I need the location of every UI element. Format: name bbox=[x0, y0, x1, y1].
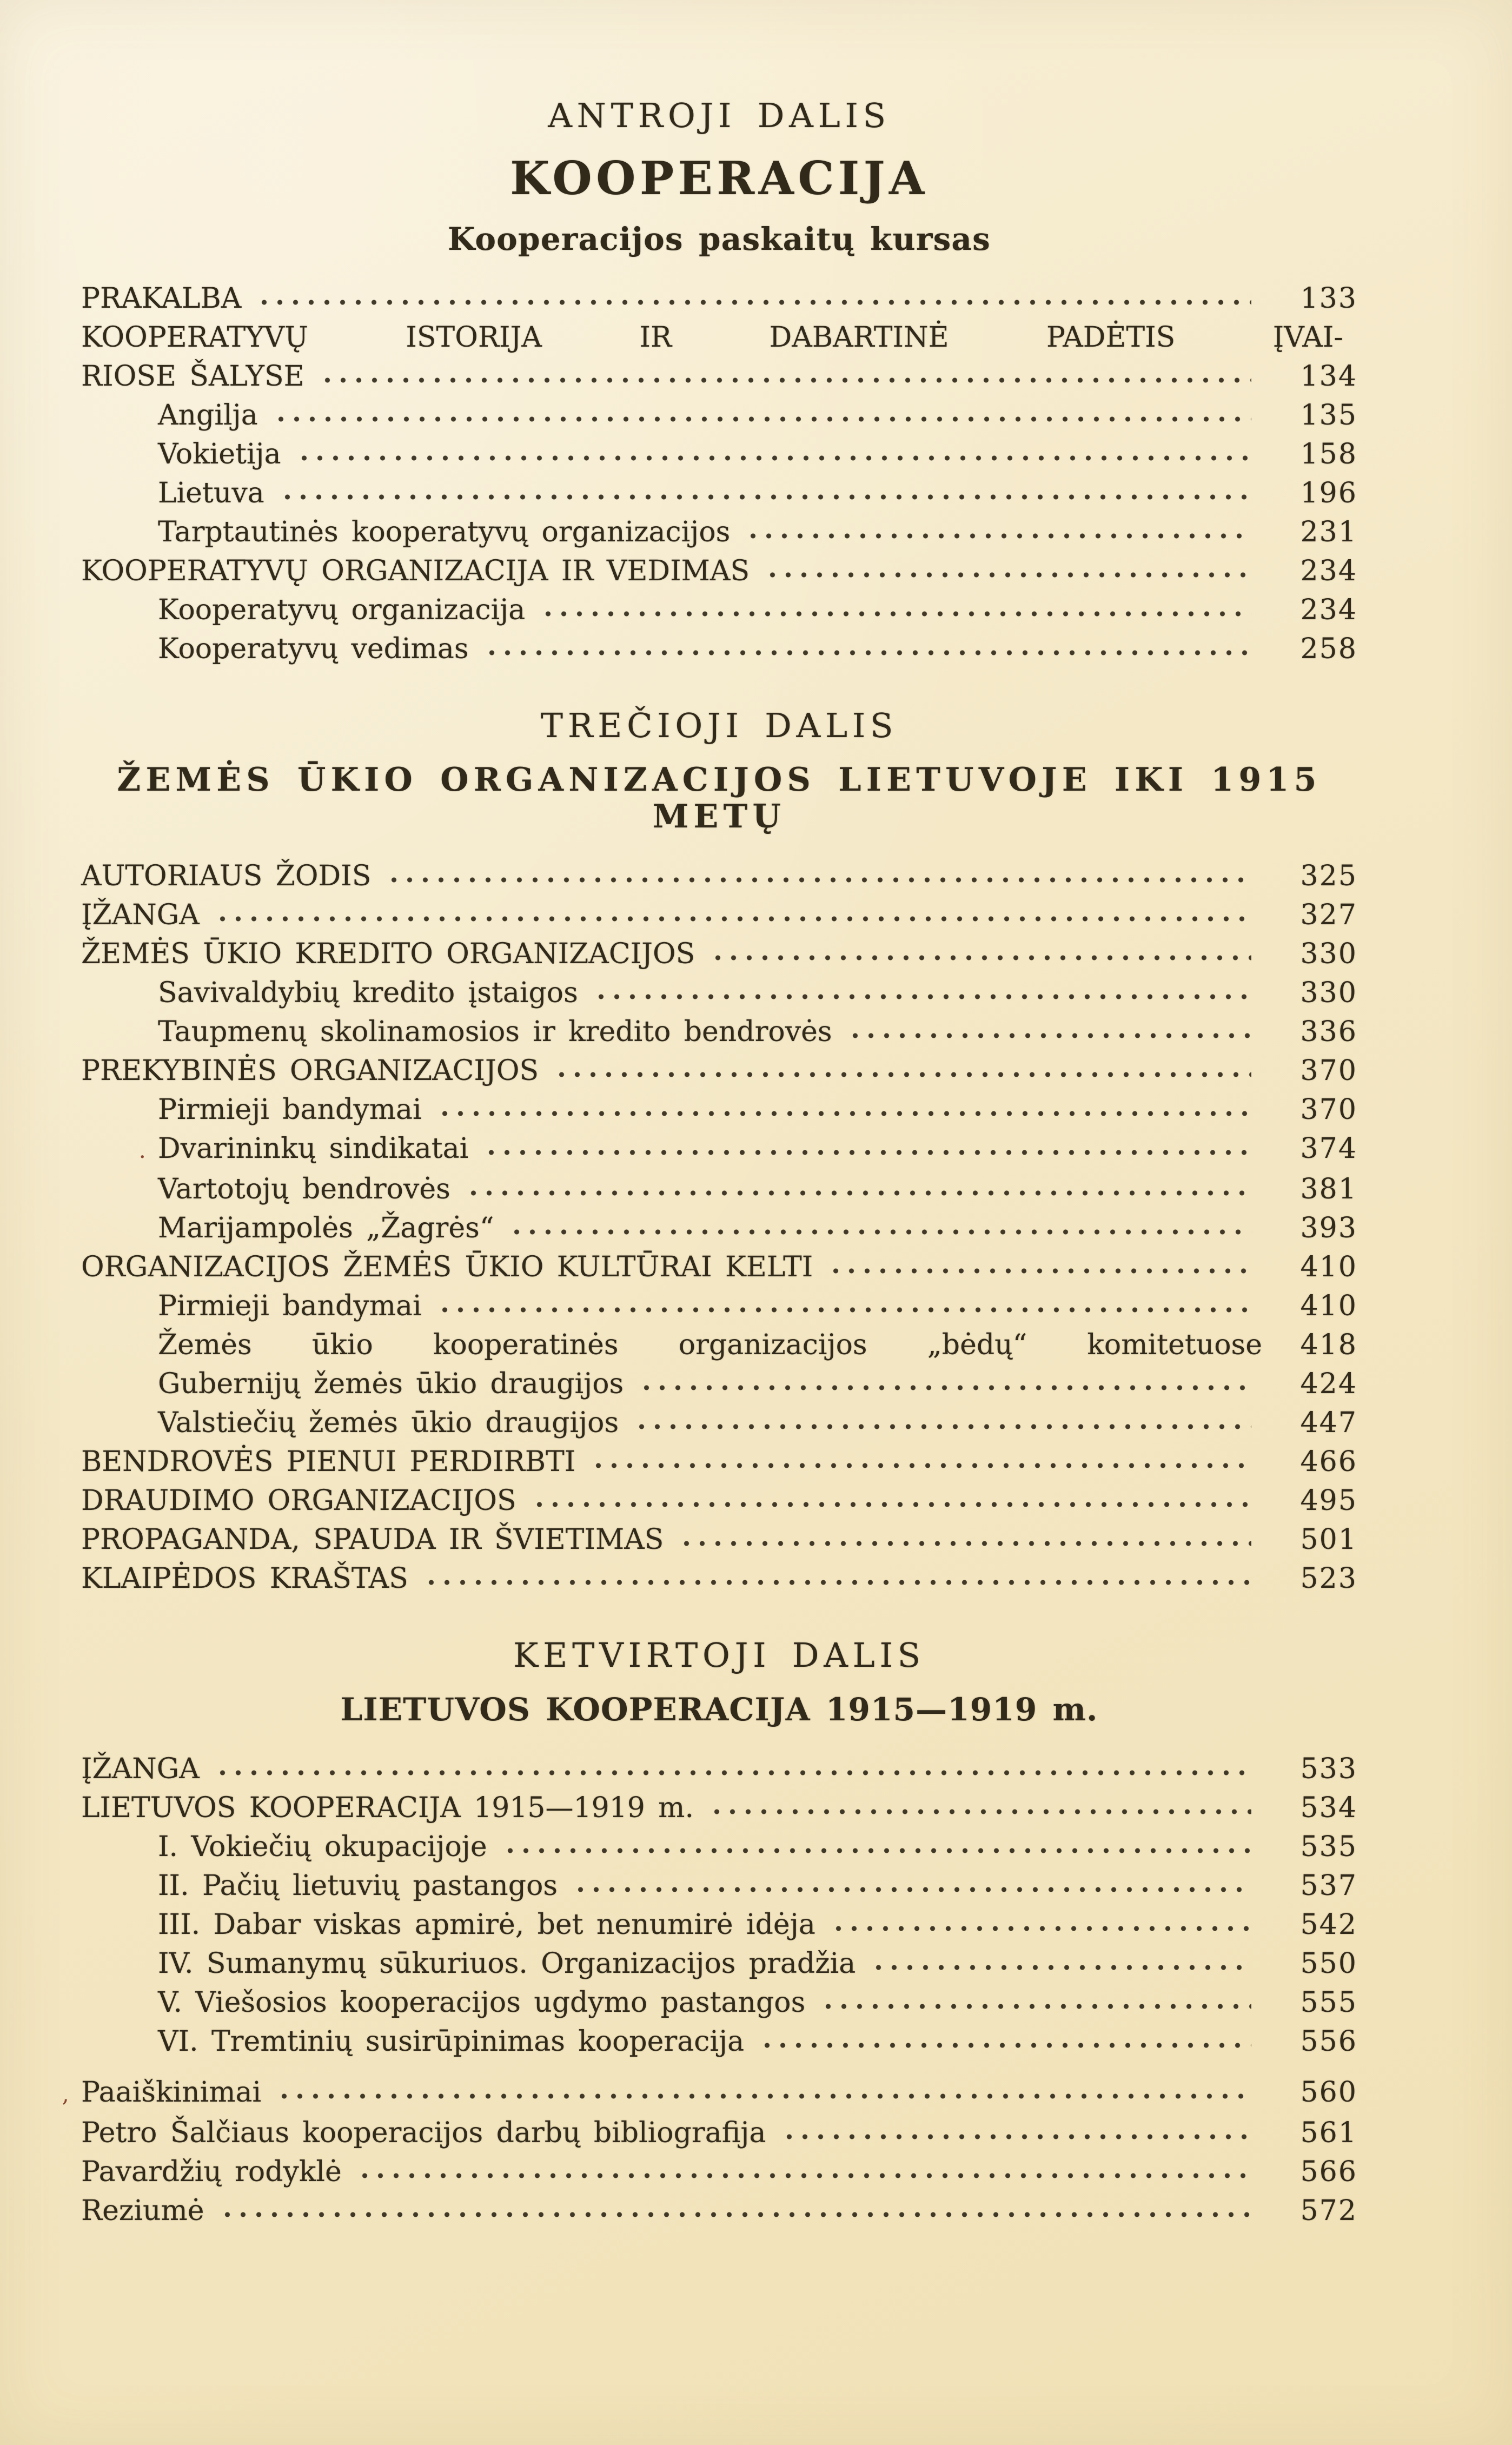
dot-leader bbox=[466, 1174, 1251, 1198]
dot-leader bbox=[634, 1407, 1251, 1432]
dot-leader bbox=[765, 555, 1251, 580]
toc-entry bbox=[81, 1051, 1357, 1090]
toc-entry-page: 370 bbox=[1300, 1055, 1357, 1087]
toc-entry-label: KLAIPĖDOS KRAŠTAS bbox=[81, 1562, 408, 1595]
toc-entry bbox=[81, 1403, 1357, 1442]
toc-entry bbox=[81, 2113, 1357, 2152]
toc-entry-label: Pirmieji bandymai bbox=[158, 1094, 422, 1126]
dot-leader bbox=[709, 1792, 1251, 1817]
toc-entry bbox=[81, 1209, 1357, 1248]
dot-leader bbox=[820, 1987, 1251, 2012]
part4-kicker: KETVIRTOJI DALIS bbox=[513, 1635, 925, 1675]
dot-leader bbox=[593, 977, 1251, 1002]
toc-entry-label: PREKYBINĖS ORGANIZACIJOS bbox=[81, 1055, 539, 1087]
dot-leader bbox=[273, 400, 1251, 425]
toc-entry-page: 447 bbox=[1300, 1407, 1357, 1439]
toc-entry-label: LIETUVOS KOOPERACIJA 1915—1919 m. bbox=[81, 1792, 694, 1824]
dot-leader bbox=[831, 1909, 1251, 1934]
dot-leader bbox=[710, 938, 1251, 963]
toc-entry bbox=[81, 1983, 1357, 2022]
toc-entry-page: 381 bbox=[1300, 1173, 1357, 1205]
part4-entry-list bbox=[81, 1750, 1357, 2061]
toc-entry-page: 158 bbox=[1300, 438, 1357, 471]
toc-entry-page: 196 bbox=[1300, 477, 1357, 509]
toc-entry-page: 533 bbox=[1300, 1753, 1357, 1785]
toc-entry-page: 566 bbox=[1300, 2156, 1357, 2188]
toc-entry-page: 410 bbox=[1300, 1290, 1357, 1322]
toc-entry-page: 370 bbox=[1300, 1094, 1357, 1126]
dot-leader bbox=[296, 439, 1251, 463]
toc-entry-page: 537 bbox=[1300, 1870, 1357, 1902]
part2-title: KOOPERACIJA bbox=[510, 151, 929, 205]
dot-leader bbox=[828, 1251, 1251, 1276]
dot-leader bbox=[871, 1948, 1251, 1973]
toc-entry-label: Vartotojų bendrovės bbox=[158, 1173, 450, 1205]
dot-leader bbox=[502, 1831, 1251, 1856]
toc-entry-label: Žemės ūkio kooperatinės organizacijos „bėdų“ komitetuose bbox=[158, 1329, 1262, 1361]
toc-entry bbox=[81, 1442, 1357, 1481]
toc-entry-label: III. Dabar viskas apmirė, bet nenumirė idėja bbox=[158, 1909, 815, 1941]
part3-entry-list bbox=[81, 857, 1357, 1598]
toc-entry bbox=[81, 1750, 1357, 1788]
toc-entry bbox=[81, 973, 1357, 1012]
toc-entry bbox=[81, 591, 1357, 630]
toc-entry-page: 336 bbox=[1300, 1016, 1357, 1048]
dot-leader bbox=[483, 1133, 1251, 1158]
toc-entry bbox=[81, 1559, 1357, 1598]
toc-entry-page: 330 bbox=[1300, 938, 1357, 970]
toc-entry-label: Gubernijų žemės ūkio draugijos bbox=[158, 1368, 624, 1400]
toc-entry bbox=[81, 1012, 1357, 1051]
toc-entry-page: 330 bbox=[1300, 977, 1357, 1009]
toc-entry bbox=[81, 2191, 1357, 2230]
toc-entry-page: 560 bbox=[1300, 2076, 1357, 2109]
dot-leader bbox=[215, 899, 1251, 924]
toc-entry-page: 495 bbox=[1300, 1485, 1357, 1517]
toc-entry bbox=[81, 630, 1357, 668]
dot-leader bbox=[532, 1485, 1251, 1510]
toc-entry-page: 535 bbox=[1300, 1831, 1357, 1863]
dot-leader bbox=[357, 2156, 1251, 2181]
toc-entry-label: PRAKALBA bbox=[81, 282, 242, 315]
toc-entry-label: Tarptautinės kooperatyvų organizacijos bbox=[158, 516, 731, 548]
toc-entry-label: ĮŽANGA bbox=[81, 1753, 200, 1785]
dot-leader bbox=[220, 2195, 1251, 2220]
toc-entry bbox=[81, 1326, 1357, 1364]
toc-entry bbox=[81, 896, 1357, 935]
dot-leader bbox=[781, 2117, 1251, 2142]
part2-entry-list bbox=[81, 279, 1357, 668]
toc-entry-page: 555 bbox=[1300, 1986, 1357, 2019]
toc-entry-page: 424 bbox=[1300, 1368, 1357, 1400]
dot-leader bbox=[759, 2026, 1251, 2051]
toc-entry-label: Pavardžių rodyklė bbox=[81, 2156, 342, 2188]
back-matter-entry-list bbox=[62, 2073, 1357, 2230]
toc-entry-label: Savivaldybių kredito įstaigos bbox=[158, 977, 578, 1009]
toc-entry-label: PROPAGANDA, SPAUDA IR ŠVIETIMAS bbox=[81, 1523, 664, 1556]
toc-entry bbox=[81, 1905, 1357, 1944]
toc-entry bbox=[81, 435, 1357, 474]
toc-entry-label: Valstiečių žemės ūkio draugijos bbox=[158, 1407, 619, 1439]
toc-entry: , Paaiškinimai 560 bbox=[81, 2073, 1357, 2113]
toc-entry bbox=[81, 552, 1357, 591]
part3-header bbox=[81, 706, 1357, 835]
toc-entry-label: Reziumė bbox=[81, 2195, 204, 2227]
toc-entry-label: Lietuva bbox=[158, 477, 264, 509]
part2-subtitle: Kooperacijos paskaitų kursas bbox=[448, 221, 991, 257]
toc-entry-label: VI. Tremtinių susirūpinimas kooperacija bbox=[158, 2025, 745, 2058]
dot-leader bbox=[280, 478, 1251, 502]
toc-entry bbox=[81, 2152, 1357, 2191]
toc-entry-page: 327 bbox=[1300, 899, 1357, 931]
toc-entry-label: KOOPERATYVŲ ISTORIJA IR DABARTINĖ PADĖTIS ĮVAI- bbox=[81, 321, 1343, 354]
dot-leader bbox=[847, 1016, 1251, 1041]
dot-leader bbox=[484, 633, 1251, 658]
part3-kicker: TREČIOJI DALIS bbox=[540, 706, 898, 745]
toc-entry-label: V. Viešosios kooperacijos ugdymo pastangos bbox=[158, 1986, 806, 2019]
toc-entry-label: Dvarininkų sindikatai bbox=[158, 1132, 469, 1165]
toc-entry-label: BENDROVĖS PIENUI PERDIRBTI bbox=[81, 1446, 576, 1478]
dot-leader bbox=[423, 1563, 1251, 1588]
toc-entry-label: AUTORIAUS ŽODIS bbox=[81, 860, 372, 892]
dot-leader bbox=[591, 1446, 1251, 1471]
toc-entry-page: 556 bbox=[1300, 2025, 1357, 2058]
toc-entry bbox=[81, 1788, 1357, 1827]
toc-entry bbox=[81, 1866, 1357, 1905]
toc-entry bbox=[81, 857, 1357, 896]
toc-entry bbox=[81, 2022, 1357, 2061]
toc-entry bbox=[81, 1944, 1357, 1983]
part2-kicker: ANTROJI DALIS bbox=[548, 96, 891, 135]
toc-entry bbox=[81, 1090, 1357, 1129]
toc-entry-page: 325 bbox=[1300, 860, 1357, 892]
dot-leader bbox=[256, 283, 1251, 308]
toc-entry-label: ĮŽANGA bbox=[81, 899, 200, 931]
toc-entry bbox=[81, 279, 1357, 318]
toc-entry-label: I. Vokiečių okupacijoje bbox=[158, 1831, 487, 1863]
dot-leader bbox=[386, 860, 1251, 885]
dot-leader bbox=[554, 1055, 1251, 1080]
toc-entry: . Dvarininkų sindikatai 374 bbox=[81, 1129, 1357, 1170]
toc-entry bbox=[81, 1287, 1357, 1326]
toc-entry bbox=[81, 357, 1357, 396]
toc-entry-label: Petro Šalčiaus kooperacijos darbų bibliografija bbox=[81, 2117, 766, 2149]
toc-entry-label: ŽEMĖS ŪKIO KREDITO ORGANIZACIJOS bbox=[81, 938, 695, 970]
dot-leader bbox=[573, 1870, 1251, 1895]
toc-entry-label: DRAUDIMO ORGANIZACIJOS bbox=[81, 1485, 516, 1517]
dot-leader bbox=[509, 1212, 1251, 1237]
toc-entry-label: Marijampolės „Žagrės“ bbox=[158, 1212, 494, 1244]
toc-entry bbox=[81, 318, 1357, 357]
dot-leader bbox=[276, 2077, 1251, 2102]
toc-entry-page: 572 bbox=[1300, 2195, 1357, 2227]
dot-leader bbox=[437, 1290, 1251, 1315]
toc-entry-page: 561 bbox=[1300, 2117, 1357, 2149]
dot-leader bbox=[745, 516, 1251, 541]
toc-entry-page: 231 bbox=[1300, 516, 1357, 548]
part3-subtitle: ŽEMĖS ŪKIO ORGANIZACIJOS LIETUVOJE IKI 1915 METŲ bbox=[117, 761, 1322, 836]
toc-entry-page: 234 bbox=[1300, 594, 1357, 626]
toc-entry-label: RIOSE ŠALYSE bbox=[81, 360, 304, 393]
toc-entry-page: 418 bbox=[1300, 1329, 1357, 1361]
toc-entry-page: 133 bbox=[1300, 282, 1357, 315]
toc-entry-label: Kooperatyvų organizacija bbox=[158, 594, 526, 626]
part2-header bbox=[81, 96, 1357, 257]
dot-leader bbox=[215, 1753, 1251, 1778]
dot-leader bbox=[320, 361, 1251, 386]
dot-leader bbox=[437, 1094, 1251, 1119]
toc-entry-label: KOOPERATYVŲ ORGANIZACIJA IR VEDIMAS bbox=[81, 555, 750, 587]
toc-entry-page: 542 bbox=[1300, 1909, 1357, 1941]
toc-entry-page: 258 bbox=[1300, 633, 1357, 665]
toc-entry-page: 393 bbox=[1300, 1212, 1357, 1244]
dot-leader bbox=[639, 1368, 1251, 1393]
toc-entry bbox=[81, 1520, 1357, 1559]
toc-entry bbox=[81, 1364, 1357, 1403]
toc-entry-page: 134 bbox=[1300, 360, 1357, 393]
part4-header bbox=[81, 1636, 1357, 1728]
toc-entry-label: Vokietija bbox=[158, 438, 281, 471]
toc-entry bbox=[81, 1481, 1357, 1520]
toc-entry-page: 466 bbox=[1300, 1446, 1357, 1478]
dot-leader bbox=[540, 594, 1251, 619]
toc-entry bbox=[81, 935, 1357, 973]
toc-entry-label: Angilja bbox=[158, 399, 258, 432]
toc-entry-page: 135 bbox=[1300, 399, 1357, 432]
part4-subtitle: LIETUVOS KOOPERACIJA 1915—1919 m. bbox=[340, 1691, 1098, 1728]
toc-entry-label: Paaiškinimai bbox=[81, 2076, 262, 2109]
toc-entry bbox=[81, 1170, 1357, 1209]
toc-entry-label: Pirmieji bandymai bbox=[158, 1290, 422, 1322]
toc-entry bbox=[81, 396, 1357, 435]
toc-entry bbox=[81, 1827, 1357, 1866]
toc-entry-page: 523 bbox=[1300, 1562, 1357, 1595]
dot-leader bbox=[679, 1524, 1251, 1549]
toc-entry-label: ORGANIZACIJOS ŽEMĖS ŪKIO KULTŪRAI KELTI bbox=[81, 1251, 813, 1283]
toc-entry-label: Kooperatyvų vedimas bbox=[158, 633, 469, 665]
toc-entry-page: 410 bbox=[1300, 1251, 1357, 1283]
toc-entry-label: II. Pačių lietuvių pastangos bbox=[158, 1870, 558, 1902]
toc-entry-label: IV. Sumanymų sūkuriuos. Organizacijos pradžia bbox=[158, 1947, 856, 1980]
toc-entry bbox=[81, 1248, 1357, 1287]
toc-entry-page: 501 bbox=[1300, 1523, 1357, 1556]
toc-entry-label: Taupmenų skolinamosios ir kredito bendrovės bbox=[158, 1016, 832, 1048]
toc-entry-page: 550 bbox=[1300, 1947, 1357, 1980]
toc-entry-page: 234 bbox=[1300, 555, 1357, 587]
toc-entry-page: 374 bbox=[1300, 1132, 1357, 1165]
toc-entry bbox=[81, 474, 1357, 513]
toc-entry bbox=[81, 513, 1357, 552]
toc-entry-page: 534 bbox=[1300, 1792, 1357, 1824]
